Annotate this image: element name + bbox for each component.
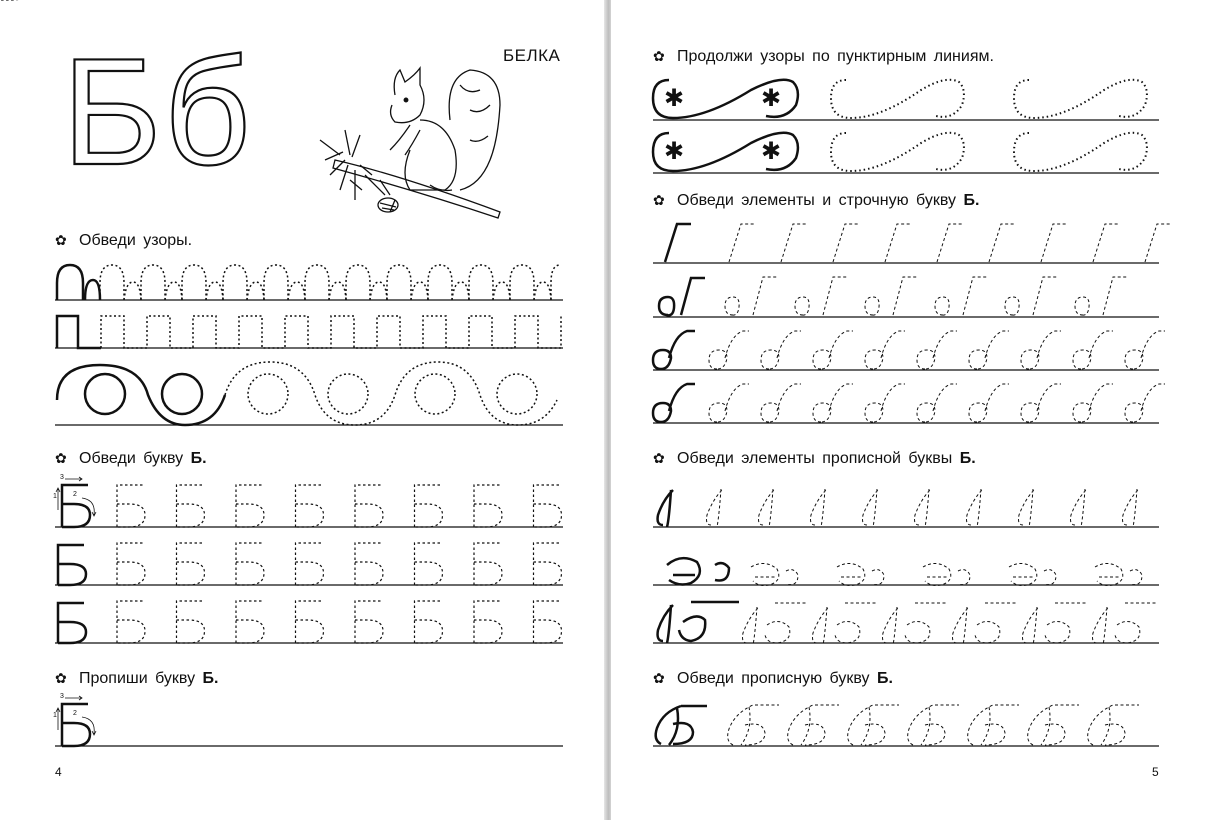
flower-icon: ✿ [653,670,665,686]
dashed-cursive-element [969,384,1009,422]
dashed-cursive-element [786,570,798,585]
star-icon: ✱ [664,85,685,112]
dashed-cursive-element [761,331,801,369]
dashed-cursive-elements [707,224,1172,745]
instruction-trace-capital: ✿ Обведи прописную букву Б. [653,670,893,687]
flower-icon: ✿ [653,48,665,64]
dashed-cursive-element [1044,570,1056,585]
dashed-cursive-element [883,603,948,645]
dashed-cursive-element [1130,570,1142,585]
star-icon: ✱ [664,138,685,165]
dashed-cursive-element [1073,331,1113,369]
dashed-cursive-element [917,384,957,422]
stroke-number-3: 3 [60,474,64,481]
page-number-left: 4 [55,765,62,779]
dashed-cursive-element [1009,563,1037,585]
dashed-cursive-element [1075,277,1127,315]
dashed-cursive-element [865,277,917,315]
dashed-cursive-element [989,224,1015,262]
dashed-cursive-element [885,224,911,262]
dashed-cursive-element [837,563,865,585]
star-icon: ✱ [761,85,782,112]
dashed-cursive-element [1071,489,1088,527]
dashed-cursive-element [1073,384,1113,422]
dashed-cursive-element [709,331,749,369]
dashed-cursive-element [968,705,1019,745]
dashed-cursive-element [935,277,987,315]
dashed-cursive-element [958,570,970,585]
dashed-cursive-element [1019,489,1036,527]
dashed-cursive-element [953,603,1018,645]
dashed-cursive-element [795,277,847,315]
flower-icon: ✿ [55,450,67,466]
dashed-cursive-element [1093,603,1158,645]
dashed-cursive-element [1041,224,1067,262]
dashed-cursive-element [725,277,777,315]
dashed-cursive-element [848,705,899,745]
dashed-cursive-element [865,331,905,369]
dashed-cursive-element [923,563,951,585]
dashed-cursive-element [1005,277,1057,315]
instruction-trace-capital-elements: ✿ Обведи элементы прописной буквы Б. [653,450,976,467]
page-right [611,0,1217,820]
dashed-cursive-element [1125,384,1165,422]
write-letter-row [0,0,606,820]
dashed-cursive-element [872,570,884,585]
dashed-cursive-element [709,384,749,422]
instruction-trace-letter: ✿ Обведи букву Б. [55,450,207,467]
dashed-cursive-element [1145,224,1171,262]
flower-icon: ✿ [55,232,67,248]
dashed-cursive-element [915,489,932,527]
dashed-cursive-element [813,331,853,369]
dashed-cursive-element [937,224,963,262]
dashed-cursive-element [759,489,776,527]
stroke-number-2b: 2 [73,710,77,717]
dashed-cursive-element [813,603,878,645]
dashed-cursive-element [707,489,724,527]
flower-icon: ✿ [653,192,665,208]
dashed-cursive-element [1028,705,1079,745]
big-letter-b-outline: Бб [62,27,253,197]
dashed-cursive-element [729,224,755,262]
instruction-trace-patterns: ✿ Обведи узоры. [55,232,193,249]
dashed-cursive-element [1023,603,1088,645]
page-left [0,0,606,820]
dashed-cursive-element [1123,489,1140,527]
dashed-cursive-element [908,705,959,745]
dashed-cursive-element [967,489,984,527]
dashed-cursive-element [833,224,859,262]
dashed-cursive-element [1088,705,1139,745]
stroke-number-2: 2 [73,491,77,498]
dashed-cursive-element [781,224,807,262]
instruction-write-letter: ✿ Пропиши букву Б. [55,670,219,687]
dashed-cursive-element [743,603,808,645]
dashed-cursive-element [813,384,853,422]
instruction-trace-lowercase: ✿ Обведи элементы и строчную букву Б. [653,192,980,209]
dashed-cursive-element [788,705,839,745]
animal-word: БЕЛКА [503,46,561,65]
dashed-cursive-element [1093,224,1119,262]
dashed-cursive-element [1021,384,1061,422]
dashed-cursive-element [917,331,957,369]
dashed-cursive-element [865,384,905,422]
dashed-cursive-element [1095,563,1123,585]
flower-icon: ✿ [55,670,67,686]
dashed-cursive-element [1021,331,1061,369]
dashed-cursive-element [1125,331,1165,369]
dashed-cursive-element [863,489,880,527]
star-icon: ✱ [761,138,782,165]
instruction-continue-patterns: ✿ Продолжи узоры по пунктирным линиям. [653,48,994,65]
dashed-cursive-element [811,489,828,527]
page-number-right: 5 [1152,765,1159,779]
stroke-number-3b: 3 [60,693,64,700]
dashed-cursive-element [969,331,1009,369]
stroke-number-1: 1 [53,493,57,500]
cursive-rows [611,0,1217,820]
dashed-cursive-element [761,384,801,422]
stroke-number-1b: 1 [53,712,57,719]
flower-icon: ✿ [653,450,665,466]
dashed-cursive-element [751,563,779,585]
dashed-cursive-element [728,705,779,745]
